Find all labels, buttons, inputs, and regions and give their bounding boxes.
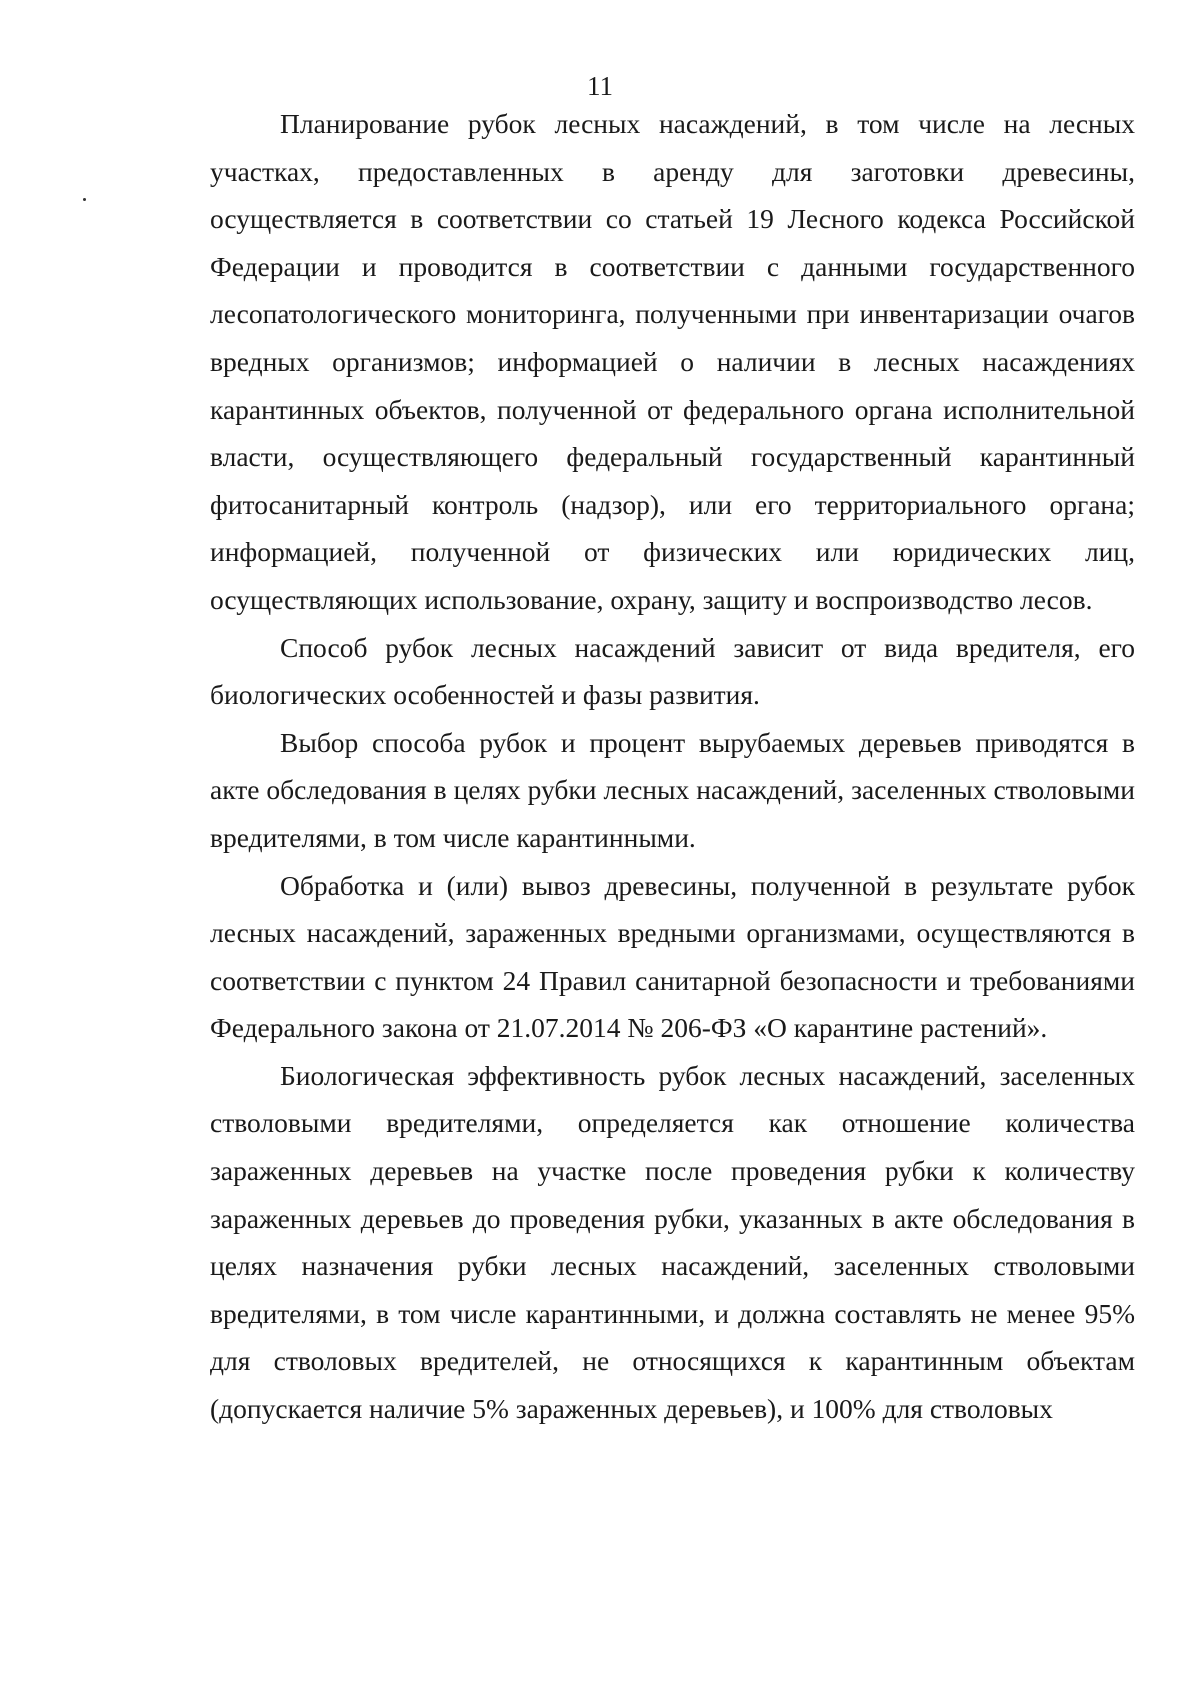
paragraph-planning: Планирование рубок лесных насаждений, в том числе на лесных участках, предоставленных в аренду для заготовки древесины, осуществляется в соответствии со статьей 19 Лесного кодекса Российской Федерации и проводится в соответствии с данными государственного лесопатологического мониторинга, полученными при инвентаризации очагов вредных организмов; информацией о наличии в лесных насаждениях карантинных объектов, полученной от федерального органа исполнительной власти, осуществляющего федеральный государственный карантинный фитосанитарный контроль (надзор), или его территориального органа; информацией, полученной от физических или юридических лиц, осуществляющих использование, охрану, защиту и воспроизводство лесов. (210, 108, 1135, 615)
scan-speck (83, 198, 86, 201)
paragraph-biological-efficiency: Биологическая эффективность рубок лесных насаждений, заселенных стволовыми вредителями, определяется как отношение количества зараженных деревьев на участке после проведения рубки к количеству зараженных деревьев до проведения рубки, указанных в акте обследования в целях назначения рубки лесных насаждений, заселенных стволовыми вредителями, в том числе карантинными, и должна составлять не менее 95% для стволовых вредителей, не относящихся к карантинным объектам (допускается наличие 5% зараженных деревьев), и 100% для стволовых (210, 1059, 1135, 1425)
paragraph-felling-method: Способ рубок лесных насаждений зависит от вида вредителя, его биологических особенностей и фазы развития. (210, 631, 1135, 711)
paragraph-wood-processing: Обработка и (или) вывоз древесины, полученной в результате рубок лесных насаждений, зараженных вредными организмами, осуществляются в соответствии с пунктом 24 Правил санитарной безопасности и требованиями Федерального закона от 21.07.2014 № 206-ФЗ «О карантине растений». (210, 869, 1135, 1044)
page-number: 11 (587, 71, 613, 101)
document-body (210, 100, 1135, 1433)
paragraph-method-selection: Выбор способа рубок и процент вырубаемых деревьев приводятся в акте обследования в целях рубки лесных насаждений, заселенных стволовыми вредителями, в том числе карантинными. (210, 726, 1135, 853)
